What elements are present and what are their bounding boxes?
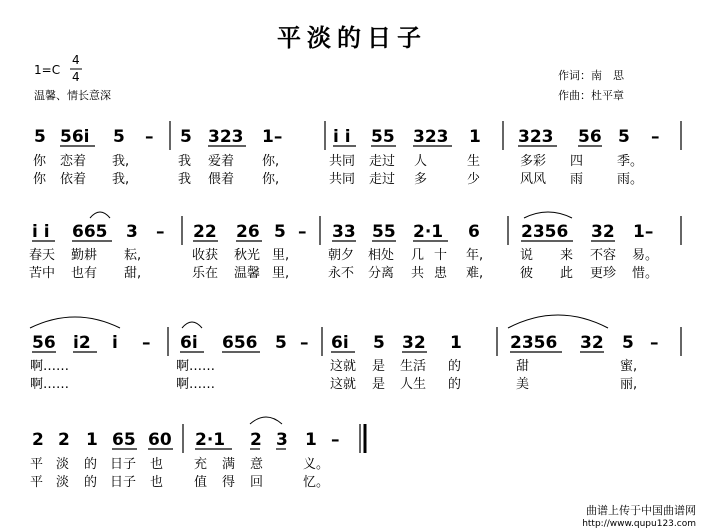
lyric: 我,: [112, 154, 130, 169]
system-2: [29, 212, 681, 281]
note: 6i: [180, 333, 198, 353]
note: i2: [73, 333, 91, 353]
lyric: 不容: [590, 248, 617, 263]
lyric: 共同: [329, 172, 356, 187]
lyric: 我,: [112, 172, 130, 187]
lyric: 淡: [56, 457, 70, 472]
lyric: 朝夕: [328, 248, 355, 263]
lyric: 满: [222, 457, 236, 472]
lyric: 易。: [632, 248, 659, 263]
system-3: [30, 315, 681, 392]
lyric: 甜: [516, 359, 530, 374]
note: 1: [450, 333, 462, 353]
dash: –: [300, 333, 309, 353]
dash: –: [651, 127, 660, 147]
note: 665: [72, 222, 108, 242]
lyric: 春天: [29, 248, 56, 263]
note: 5: [180, 127, 192, 147]
lyric: 意: [250, 457, 264, 472]
lyric: 蜜,: [620, 359, 638, 374]
lyric: 的: [84, 457, 98, 472]
lyric: 的: [448, 377, 462, 392]
lyric: 患: [434, 266, 448, 281]
dash: –: [156, 222, 165, 242]
lyric: 美: [516, 377, 530, 392]
note: 3: [126, 222, 138, 242]
lyric: 乐在: [192, 266, 219, 281]
lyric: 平: [30, 475, 44, 490]
note: 55: [371, 127, 395, 147]
song-title: 平淡的日子: [277, 23, 427, 52]
slur: [524, 212, 572, 218]
lyric: 永不: [328, 266, 355, 281]
key-signature: 1=C: [34, 63, 61, 77]
note: 26: [236, 222, 260, 242]
lyric: 分离: [368, 266, 395, 281]
note: 323: [413, 127, 449, 147]
note: 5: [618, 127, 630, 147]
system-1: [33, 121, 681, 187]
note: 55: [372, 222, 396, 242]
lyric: 你: [33, 172, 47, 187]
footer-url: http://www.qupu123.com: [582, 519, 696, 529]
note: 2·1: [413, 222, 444, 242]
note: i i: [333, 127, 351, 147]
note: 323: [208, 127, 244, 147]
lyric: 惜。: [632, 266, 659, 281]
lyric: 相处: [368, 248, 395, 263]
dash: –: [650, 333, 659, 353]
note: 2·1: [195, 430, 226, 450]
lyric: 平: [30, 457, 44, 472]
lyric: 走过: [369, 154, 396, 169]
lyric: 人: [414, 154, 428, 169]
lyric: 甜,: [124, 266, 142, 281]
lyric: 值: [194, 475, 208, 490]
slur: [508, 315, 608, 328]
lyric: 日子: [110, 475, 137, 490]
lyric: 更珍: [590, 266, 617, 281]
lyric: 丽,: [620, 377, 638, 392]
note: 1: [305, 430, 317, 450]
lyric: 耘,: [124, 248, 142, 263]
lyric: 温馨: [234, 266, 261, 281]
note: 5: [275, 333, 287, 353]
note: 5: [373, 333, 385, 353]
dash: –: [331, 430, 340, 450]
lyric: 里,: [272, 248, 290, 263]
lyric: 此: [560, 266, 574, 281]
note: 56: [578, 127, 602, 147]
lyric: 的: [84, 475, 98, 490]
note: 5: [113, 127, 125, 147]
lyric: 恋着: [60, 154, 87, 169]
note: i i: [32, 222, 50, 242]
note: 2: [32, 430, 44, 450]
note: 56i: [60, 127, 90, 147]
note: 6i: [331, 333, 349, 353]
slur: [90, 212, 110, 218]
note: 1–: [262, 127, 283, 147]
lyric: 义。: [303, 457, 330, 472]
note: 1: [469, 127, 481, 147]
note: 60: [148, 430, 172, 450]
lyric: 彼: [520, 266, 534, 281]
note: 2356: [510, 333, 558, 353]
composer-credit: 作曲：杜平章: [558, 89, 624, 102]
note: 65: [112, 430, 136, 450]
note: 1: [86, 430, 98, 450]
note: 1–: [633, 222, 654, 242]
time-signature-bottom: 4: [72, 70, 80, 84]
note: 2: [58, 430, 70, 450]
lyricist-credit: 作词：南 思: [558, 69, 624, 82]
lyric: 苦中: [29, 266, 56, 281]
note: 5: [34, 127, 46, 147]
lyric: 难,: [466, 266, 484, 281]
lyric: 少: [467, 172, 481, 187]
lyric: 充: [194, 457, 208, 472]
lyric: 回: [250, 475, 264, 490]
lyric: 你: [33, 154, 47, 169]
lyric: 几: [411, 248, 425, 263]
lyric: 共: [411, 266, 425, 281]
lyric: 四: [570, 154, 584, 169]
dash: –: [145, 127, 154, 147]
lyric: 里,: [272, 266, 290, 281]
lyric: 多彩: [520, 154, 547, 169]
note: 3: [276, 430, 288, 450]
lyric: 的: [448, 359, 462, 374]
slur: [30, 317, 120, 328]
footer-site-name: 曲谱上传于中国曲谱网: [586, 504, 696, 517]
note: 5: [274, 222, 286, 242]
lyric: 偎着: [208, 172, 235, 187]
note: 2356: [521, 222, 569, 242]
lyric: 生: [467, 154, 481, 169]
lyric: 也: [150, 457, 164, 472]
expression-mark: 温馨、情长意深: [34, 89, 111, 102]
lyric: 季。: [617, 154, 644, 169]
lyric: 共同: [329, 154, 356, 169]
note: 323: [518, 127, 554, 147]
lyric: 说: [520, 248, 534, 263]
lyric: 我: [178, 154, 192, 169]
lyric: 是: [372, 359, 386, 374]
lyric: 忆。: [303, 475, 330, 490]
lyric: 这就: [330, 359, 357, 374]
note: 22: [193, 222, 217, 242]
lyric: 多: [414, 172, 428, 187]
lyric: 生活: [400, 359, 427, 374]
note: 32: [591, 222, 615, 242]
lyric: 依着: [60, 172, 87, 187]
lyric: 这就: [330, 377, 357, 392]
lyric: 得: [222, 475, 236, 490]
lyric: 也有: [71, 266, 98, 281]
lyric: 啊……: [176, 359, 216, 374]
lyric: 啊……: [176, 377, 216, 392]
lyric: 来: [560, 248, 574, 263]
note: 6: [468, 222, 480, 242]
lyric: 雨: [570, 172, 584, 187]
note: 2: [250, 430, 262, 450]
lyric: 年,: [466, 248, 484, 263]
time-signature-top: 4: [72, 53, 80, 67]
dash: –: [298, 222, 307, 242]
lyric: 雨。: [617, 172, 644, 187]
lyric: 你,: [262, 172, 280, 187]
lyric: 勤耕: [71, 248, 98, 263]
slur: [182, 322, 202, 328]
note: 33: [332, 222, 356, 242]
system-4: [30, 417, 365, 490]
lyric: 我: [178, 172, 192, 187]
lyric: 走过: [369, 172, 396, 187]
note: 32: [580, 333, 604, 353]
dash: –: [142, 333, 151, 353]
lyric: 淡: [56, 475, 70, 490]
lyric: 人生: [400, 377, 427, 392]
note: 56: [32, 333, 56, 353]
lyric: 秋光: [234, 248, 261, 263]
lyric: 爱着: [208, 154, 235, 169]
slur: [250, 417, 282, 424]
lyric: 是: [372, 377, 386, 392]
note: 32: [402, 333, 426, 353]
lyric: 风风: [520, 172, 547, 187]
lyric: 收获: [192, 248, 219, 263]
lyric: 啊……: [30, 377, 70, 392]
lyric: 啊……: [30, 359, 70, 374]
lyric: 也: [150, 475, 164, 490]
note: i: [112, 333, 118, 353]
note: 5: [622, 333, 634, 353]
lyric: 日子: [110, 457, 137, 472]
note: 656: [222, 333, 258, 353]
lyric: 十: [434, 248, 448, 263]
lyric: 你,: [262, 154, 280, 169]
